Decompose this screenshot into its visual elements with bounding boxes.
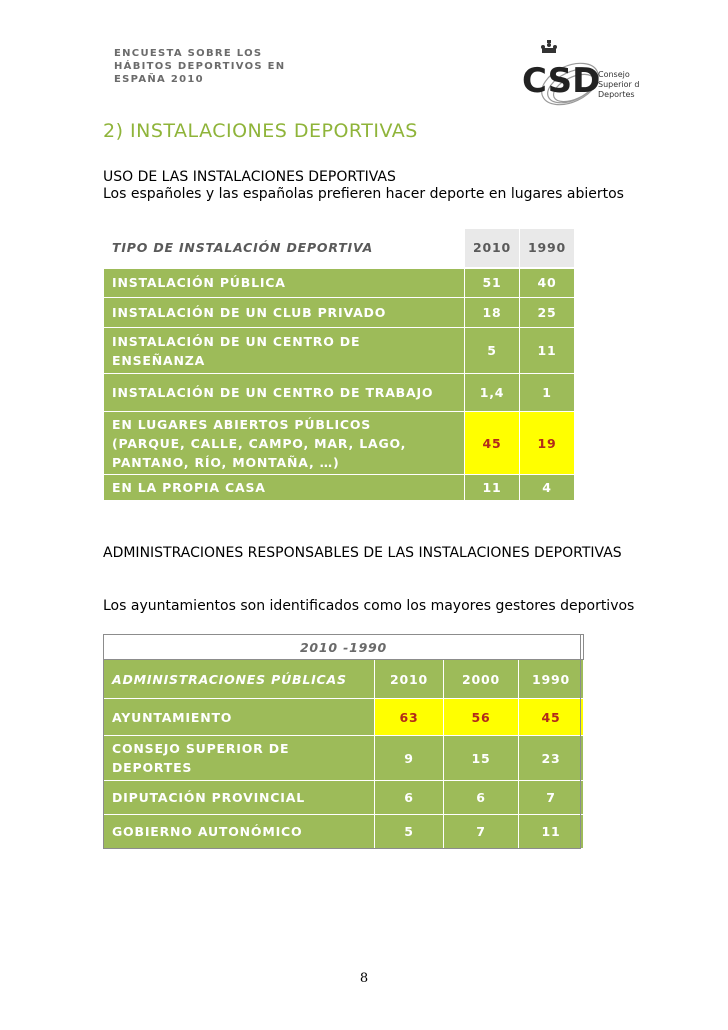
table-row <box>104 815 584 849</box>
section2-heading: ADMINISTRACIONES RESPONSABLES DE LAS INSTALACIONES DEPORTIVAS <box>103 545 622 561</box>
row-label: INSTALACIÓN DE UN CENTRO DE TRABAJO <box>104 374 465 412</box>
table-row-highlighted <box>104 699 584 736</box>
row-value-1990: 11 <box>520 328 575 374</box>
row-value-2010: 9 <box>375 736 444 781</box>
row-value-1990: 19 <box>520 412 575 475</box>
row-label: INSTALACIÓN DE UN CLUB PRIVADO <box>104 298 465 328</box>
logo-sub-1: Consejo <box>598 70 630 79</box>
row-value-1990: 1 <box>520 374 575 412</box>
row-value-1990: 23 <box>519 736 584 781</box>
row-value-2000: 56 <box>444 699 519 736</box>
logo-sub-2: Superior de <box>598 80 640 89</box>
row-label: AYUNTAMIENTO <box>104 699 375 736</box>
header-year-2000: 2000 <box>444 660 519 699</box>
header-year-1990: 1990 <box>520 229 575 268</box>
row-label <box>104 736 375 781</box>
row-value-1990: 11 <box>519 815 584 849</box>
row-label: GOBIERNO AUTONÓMICO <box>104 815 375 849</box>
table-header-row <box>104 660 584 699</box>
table-row <box>104 298 575 328</box>
row-value-2010: 63 <box>375 699 444 736</box>
row-value-1990: 40 <box>520 268 575 298</box>
row-value-1990: 4 <box>520 475 575 501</box>
row-value-2010: 6 <box>375 781 444 815</box>
table-row <box>104 268 575 298</box>
table-row-highlighted <box>104 412 575 475</box>
table-header-row <box>104 229 575 268</box>
document-header <box>114 47 285 86</box>
section2-subheading: Los ayuntamientos son identificados como los mayores gestores deportivos <box>103 598 635 614</box>
row-value-2010: 45 <box>465 412 520 475</box>
administrations-table <box>103 634 584 849</box>
header-line-1: ENCUESTA SOBRE LOS <box>114 48 263 59</box>
section1-heading: USO DE LAS INSTALACIONES DEPORTIVAS <box>103 169 396 185</box>
row-value-2010: 5 <box>465 328 520 374</box>
row-value-1990: 25 <box>520 298 575 328</box>
row-label-text: INSTALACIÓN DE UN CENTRO DE ENSEÑANZA <box>112 333 361 368</box>
section1-text <box>103 169 643 203</box>
row-value-2000: 6 <box>444 781 519 815</box>
header-label: TIPO DE INSTALACIÓN DEPORTIVA <box>104 229 465 268</box>
header-year-1990: 1990 <box>519 660 584 699</box>
range-label: 2010 -1990 <box>104 635 584 660</box>
row-value-2000: 7 <box>444 815 519 849</box>
table-row <box>104 736 584 781</box>
row-value-2010: 11 <box>465 475 520 501</box>
section1-subheading: Los españoles y las españolas prefieren hacer deporte en lugares abiertos <box>103 186 624 202</box>
logo-text: CSD <box>522 61 601 101</box>
table-row <box>104 328 575 374</box>
header-year-2010: 2010 <box>465 229 520 268</box>
row-value-1990: 45 <box>519 699 584 736</box>
row-value-2010: 51 <box>465 268 520 298</box>
row-label <box>104 412 465 475</box>
header-line-3: ESPAÑA 2010 <box>114 74 204 85</box>
row-label-text: EN LUGARES ABIERTOS PÚBLICOS (PARQUE, CALLE, CAMPO, MAR, LAGO, PANTANO, RÍO, MONTAÑA, …) <box>112 416 407 470</box>
row-label: EN LA PROPIA CASA <box>104 475 465 501</box>
header-year-2010: 2010 <box>375 660 444 699</box>
row-value-1990: 7 <box>519 781 584 815</box>
row-label: INSTALACIÓN PÚBLICA <box>104 268 465 298</box>
csd-logo <box>520 40 640 110</box>
csd-logo-icon <box>520 40 640 110</box>
table-row <box>104 781 584 815</box>
row-value-2010: 5 <box>375 815 444 849</box>
range-row <box>104 635 584 660</box>
row-label-text: CONSEJO SUPERIOR DE DEPORTES <box>112 741 290 775</box>
row-value-2010: 18 <box>465 298 520 328</box>
page-number: 8 <box>359 971 369 986</box>
row-value-2000: 15 <box>444 736 519 781</box>
section-title: 2) INSTALACIONES DEPORTIVAS <box>103 120 418 142</box>
installations-table <box>103 228 575 501</box>
header-label: ADMINISTRACIONES PÚBLICAS <box>104 660 375 699</box>
table-row <box>104 475 575 501</box>
header-line-2: HÁBITOS DEPORTIVOS EN <box>114 61 286 72</box>
row-label: DIPUTACIÓN PROVINCIAL <box>104 781 375 815</box>
row-label <box>104 328 465 374</box>
table-row <box>104 374 575 412</box>
row-value-2010: 1,4 <box>465 374 520 412</box>
logo-sub-3: Deportes <box>598 90 635 99</box>
